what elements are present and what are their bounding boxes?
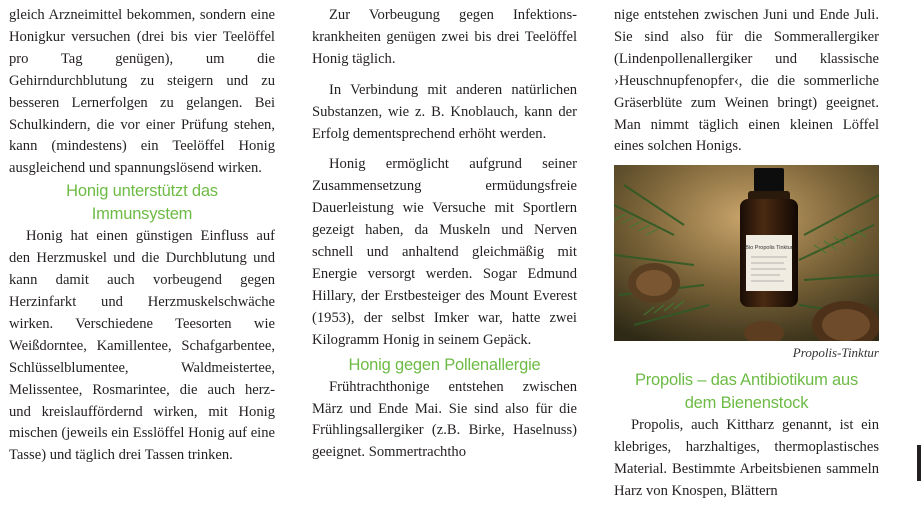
photo-caption: Propolis-Tinktur: [792, 345, 879, 361]
heading-line-2: Immunsystem: [91, 205, 193, 224]
paragraph-propolis: Propolis, auch Kittharz genannt, ist ein klebriges, harzhaltiges, thermoplastisches Material. Bestimmte Arbeitsbienen sammeln Harz von Knospen, Blättern: [614, 417, 879, 500]
paragraph-sommertracht: nige entstehen zwischen Juni und Ende Juli. Sie sind also für die Sommerallergiker (Lindenpollenallergiker und klassische ›Heuschnupfenopfer‹, die die sommerliche Gräserblüte zum Weinen bringt) geeignet. Man nimmt täglich einen kleinen Löffel eines solchen Honigs.: [614, 7, 879, 155]
paragraph-dauerleistung: Honig ermöglicht aufgrund seiner Zusammensetzung ermüdungsfreie Dauerleistung wie Versuche mit Sportlern gezeigt haben, da Muskeln und Nerven schnell und anhaltend gleichmäßig mit Energie versorgt werden. Sogar Edmund Hillary, der Erstbesteiger des Mount Everest (1953), der selbst Imker war, hatte zwei Kilogramm Honig in seinem Gepäck.: [312, 156, 577, 348]
heading-immunsystem: [9, 180, 275, 226]
paragraph-intro: gleich Arzneimittel bekommen, sondern eine Honigkur versuchen (drei bis vier Teelöffel pro Tag genügen), um die Gehirndurchblutung zu steigern und zu besseren Lernerfolgen zu gelangen. Bei Schulkindern, die vor einer Prüfung stehen, kann (mindestens) ein Teelöffel Honig ausgleichend und spannungslösend wirken.: [9, 7, 275, 177]
heading-propolis: [614, 369, 879, 415]
paragraph-substanzen: In Verbindung mit anderen natürlichen Substanzen, wie z. B. Knoblauch, kann der Erfolg dementsprechend erhöht werden.: [312, 81, 577, 142]
heading-line-1: Honig unterstützt das: [66, 182, 218, 201]
column-right: [614, 5, 879, 503]
heading-line-1: Propolis – das Antibiotikum aus: [634, 371, 859, 390]
heading-pollenallergie: Honig gegen Pollenallergie: [348, 355, 541, 374]
column-middle: [312, 5, 577, 464]
paragraph-vorbeugung: Zur Vorbeugung gegen Infektionskrankheiten genügen zwei bis drei Teelöffel Honig täglich.: [312, 7, 577, 67]
heading-line-2: dem Bienenstock: [684, 394, 809, 413]
propolis-photo: [614, 165, 879, 341]
column-left: [9, 5, 275, 467]
paragraph-herzmuskel: Honig hat einen günstigen Einfluss auf den Herzmuskel und die Durchblutung und kann damit auch vorbeugend gegen Herzinfarkt und Herzmuskelschwäche wirken. Verschiedene Teesorten wie Weißdorntee, Kamillentee, Schafgarbentee, Schlüsselblumentee, Waldmeistertee, Melissentee, Rosmarintee, die auch herz- und kreislauffördernd wirken, mit Honig mischen (jeweils ein Esslöffel Honig auf eine Tasse) und täglich drei Tassen trinken.: [9, 228, 275, 464]
page-edge-marker: [917, 445, 921, 481]
paragraph-fruehtracht: Frühtrachthonige entstehen zwischen März und Ende Mai. Sie sind also für die Frühlingsallergiker (z.B. Birke, Haselnuss) geeignet. Sommertrachtho: [312, 378, 577, 461]
bottle-label-text: Bio Propolis Tinktur: [745, 245, 793, 252]
